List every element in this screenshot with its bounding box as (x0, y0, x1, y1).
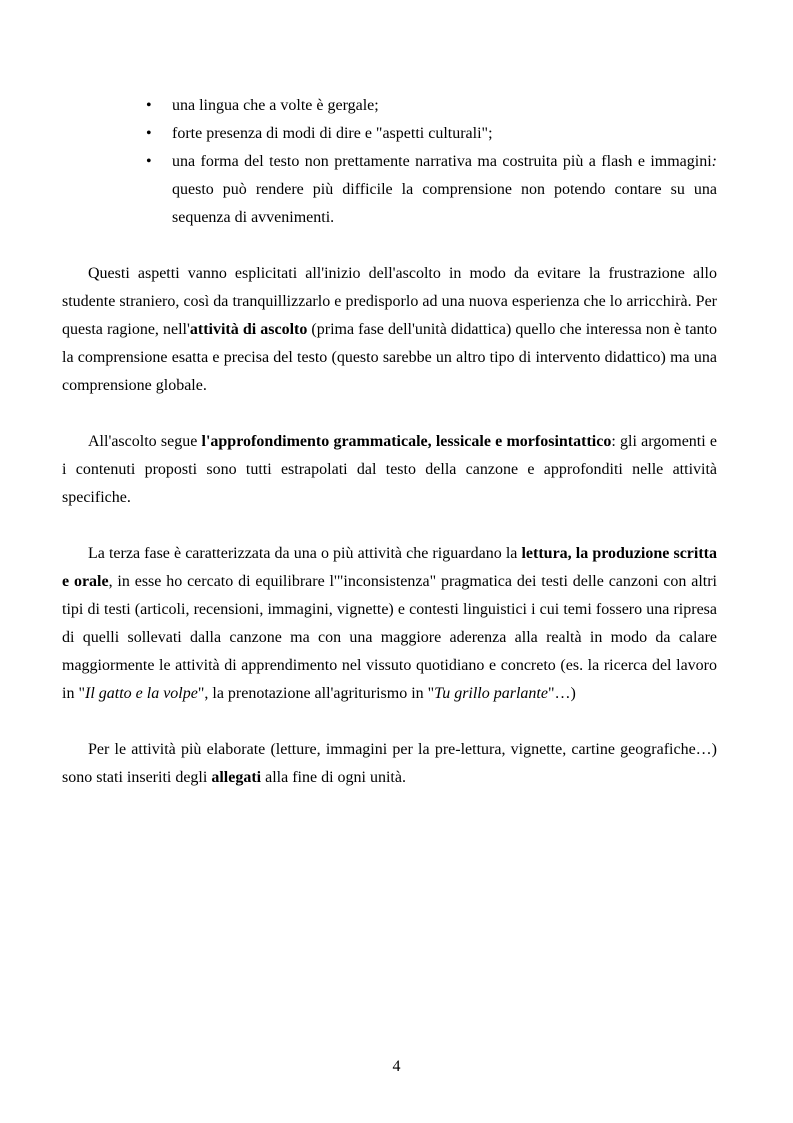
paragraph (62, 540, 717, 708)
bullet-item (62, 120, 717, 148)
paragraph-block (62, 260, 717, 792)
bullet-item (62, 92, 717, 120)
text-run: (prima fase dell'unità didattica) quello che interessa non è tanto la comprensione esatta e precisa del testo (questo sarebbe un altro tipo di intervento didattico) ma una comprensione globale. (62, 321, 717, 394)
bold-text-run: l'approfondimento grammaticale, lessicale e morfosintattico (201, 433, 612, 450)
italic-text-run: Il gatto e la volpe (84, 685, 198, 702)
text-run: alla fine di ogni unità. (261, 769, 406, 786)
page-content (62, 92, 717, 792)
text-run: una lingua che a volte è gergale; (172, 97, 379, 114)
text-run: questo può rendere più difficile la comprensione non potendo contare su una sequenza di avvenimenti. (172, 181, 717, 226)
text-run: "…) (547, 685, 576, 702)
bold-text-run: lettura, la produzione scritta e orale (62, 545, 717, 590)
text-run: Questi aspetti vanno esplicitati all'inizio dell'ascolto in modo da evitare la frustrazione allo studente straniero, così da tranquillizzarlo e predisporlo ad una nuova esperienza che lo arricchirà. Per questa ragione, nell' (62, 265, 717, 338)
bold-text-run: allegati (211, 769, 262, 786)
paragraph (62, 260, 717, 400)
text-run: ", la prenotazione all'agriturismo in " (197, 685, 435, 702)
italic-text-run: Tu grillo parlante (434, 685, 548, 702)
text-run: forte presenza di modi di dire e "aspetti culturali"; (172, 125, 493, 142)
page-number: 4 (392, 1058, 401, 1075)
italic-text-run: : (711, 153, 717, 170)
text-run: , in esse ho cercato di equilibrare l'"inconsistenza" pragmatica dei testi delle canzoni con altri tipi di testi (articoli, recensioni, immagini, vignette) e contesti linguistici i cui temi fossero una ripresa di quelli sollevati dalla canzone ma con una maggiore aderenza alla realtà in modo da calare maggiormente le attività di apprendimento nel vissuto quotidiano e concreto (es. la ricerca del lavoro in " (62, 573, 717, 702)
text-run: Per le attività più elaborate (letture, immagini per la pre-lettura, vignette, cartine geografiche…) sono stati inseriti degli (62, 741, 717, 786)
bold-text-run: attività di ascolto (189, 321, 308, 338)
paragraph (62, 428, 717, 512)
text-run: : gli argomenti e i contenuti proposti sono tutti estrapolati dal testo della canzone e approfonditi nelle attività specifiche. (62, 433, 718, 506)
text-run: La terza fase è caratterizzata da una o più attività che riguardano la (88, 545, 522, 562)
paragraph (62, 736, 717, 792)
bullet-item (62, 148, 717, 232)
text-run: una forma del testo non prettamente narrativa ma costruita più a flash e immagini (172, 153, 712, 170)
bullet-list (62, 92, 717, 232)
text-run: All'ascolto segue (88, 433, 202, 450)
